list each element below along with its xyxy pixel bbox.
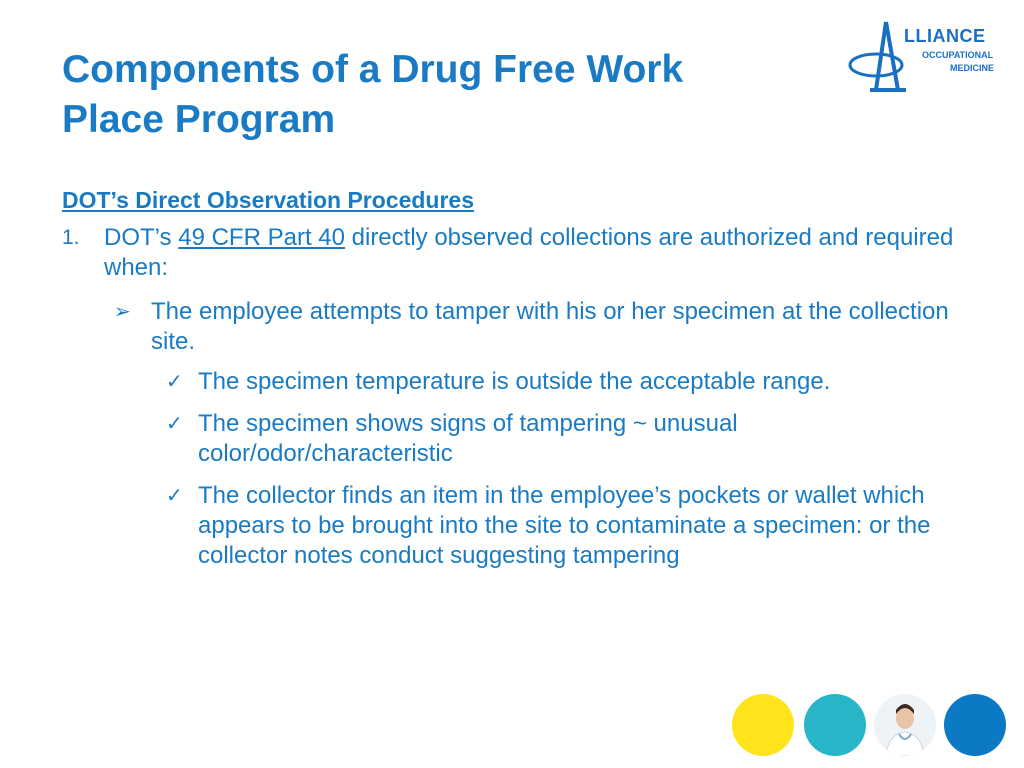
teal-circle — [804, 694, 866, 756]
logo-medicine: MEDICINE — [950, 63, 995, 73]
arrow-bullet-item — [62, 297, 962, 357]
checkmark-icon: ✓ — [166, 485, 183, 507]
item-prefix: DOT’s — [104, 224, 179, 251]
slide-body — [62, 185, 962, 583]
title-line-1: Components of a Drug Free Work — [62, 48, 684, 91]
decorative-circles — [732, 694, 1012, 760]
slide-title — [62, 45, 822, 145]
blue-circle — [944, 694, 1006, 756]
check-item — [62, 481, 958, 571]
check-item — [62, 367, 958, 397]
logo-occupational: OCCUPATIONAL — [922, 50, 994, 60]
check-text: The collector finds an item in the employee’s pockets or wallet which appears to be brought into the site to contaminate a specimen: or the collector notes conduct suggesting tampering — [198, 482, 931, 569]
item-number: 1. — [62, 226, 80, 249]
check-text: The specimen temperature is outside the acceptable range. — [198, 368, 831, 395]
check-text: The specimen shows signs of tampering ~ unusual color/odor/characteristic — [198, 410, 738, 467]
doctor-icon — [874, 694, 936, 756]
logo-name: LLIANCE — [904, 26, 986, 46]
numbered-item-1 — [62, 223, 962, 283]
arrow-bullet-icon: ➢ — [114, 301, 131, 323]
checkmark-icon: ✓ — [166, 371, 183, 393]
yellow-circle — [732, 694, 794, 756]
cfr-link[interactable]: 49 CFR Part 40 — [178, 224, 345, 251]
title-line-2: Place Program — [62, 98, 336, 141]
bullet-text: The employee attempts to tamper with his or her specimen at the collection site. — [151, 298, 949, 355]
check-item — [62, 409, 958, 469]
section-subheading: DOT’s Direct Observation Procedures — [62, 187, 475, 213]
alliance-logo — [846, 20, 1006, 95]
doctor-photo — [874, 694, 936, 756]
item-suffix: directly observed collections are authorized and required when: — [104, 224, 954, 281]
checkmark-icon: ✓ — [166, 413, 183, 435]
